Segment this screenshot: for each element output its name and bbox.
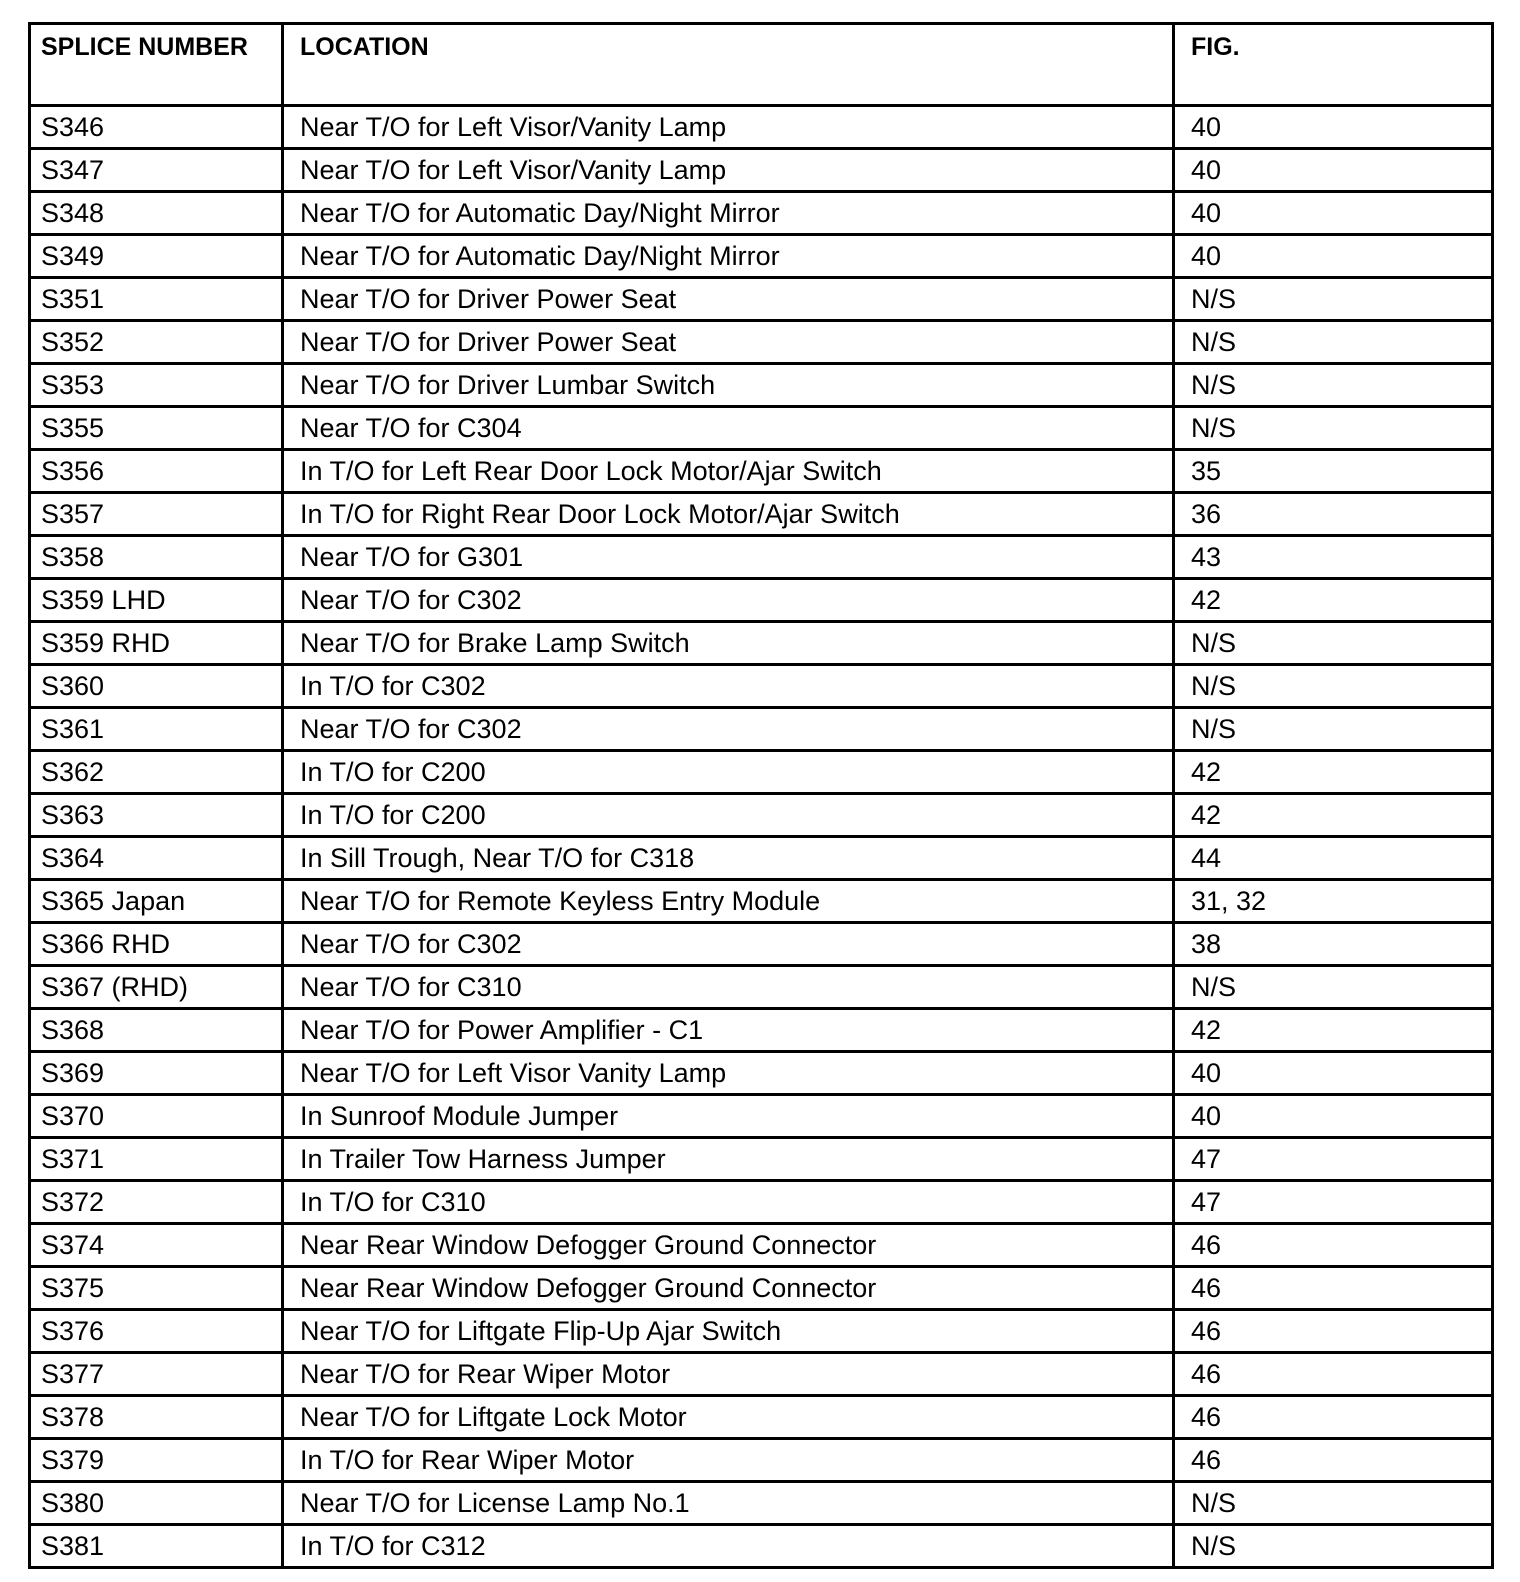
cell-fig: N/S — [1174, 364, 1493, 407]
cell-location: Near T/O for Liftgate Flip-Up Ajar Switch — [283, 1310, 1174, 1353]
table-row — [30, 1009, 1493, 1052]
cell-splice-number: S362 — [30, 751, 283, 794]
table-row — [30, 1310, 1493, 1353]
cell-location: Near T/O for Driver Power Seat — [283, 278, 1174, 321]
cell-fig: N/S — [1174, 1482, 1493, 1525]
cell-location: Near T/O for C302 — [283, 579, 1174, 622]
cell-splice-number: S377 — [30, 1353, 283, 1396]
cell-splice-number: S378 — [30, 1396, 283, 1439]
cell-fig: N/S — [1174, 1525, 1493, 1568]
table-row — [30, 364, 1493, 407]
table-row — [30, 278, 1493, 321]
cell-fig: 43 — [1174, 536, 1493, 579]
cell-fig: 40 — [1174, 149, 1493, 192]
cell-location: In T/O for Right Rear Door Lock Motor/Ajar Switch — [283, 493, 1174, 536]
table-row — [30, 192, 1493, 235]
table-row — [30, 1439, 1493, 1482]
cell-fig: 40 — [1174, 106, 1493, 149]
header-row — [30, 24, 1493, 106]
cell-fig: 42 — [1174, 579, 1493, 622]
cell-location: Near T/O for G301 — [283, 536, 1174, 579]
cell-location: In T/O for Left Rear Door Lock Motor/Ajar Switch — [283, 450, 1174, 493]
cell-splice-number: S355 — [30, 407, 283, 450]
table-body — [30, 106, 1493, 1568]
cell-splice-number: S369 — [30, 1052, 283, 1095]
table-row — [30, 622, 1493, 665]
cell-fig: 35 — [1174, 450, 1493, 493]
cell-splice-number: S349 — [30, 235, 283, 278]
cell-location: In Sunroof Module Jumper — [283, 1095, 1174, 1138]
cell-fig: 42 — [1174, 1009, 1493, 1052]
cell-splice-number: S352 — [30, 321, 283, 364]
cell-location: Near T/O for Driver Power Seat — [283, 321, 1174, 364]
cell-splice-number: S375 — [30, 1267, 283, 1310]
table-row — [30, 966, 1493, 1009]
cell-splice-number: S359 LHD — [30, 579, 283, 622]
cell-location: Near T/O for Power Amplifier - C1 — [283, 1009, 1174, 1052]
cell-location: Near T/O for C310 — [283, 966, 1174, 1009]
table-row — [30, 106, 1493, 149]
cell-location: Near T/O for C302 — [283, 708, 1174, 751]
cell-fig: 36 — [1174, 493, 1493, 536]
cell-fig: 42 — [1174, 751, 1493, 794]
table-row — [30, 493, 1493, 536]
cell-location: In T/O for Rear Wiper Motor — [283, 1439, 1174, 1482]
cell-splice-number: S379 — [30, 1439, 283, 1482]
cell-location: Near T/O for Left Visor/Vanity Lamp — [283, 149, 1174, 192]
cell-splice-number: S366 RHD — [30, 923, 283, 966]
cell-splice-number: S360 — [30, 665, 283, 708]
table-row — [30, 235, 1493, 278]
cell-location: In T/O for C200 — [283, 794, 1174, 837]
cell-splice-number: S367 (RHD) — [30, 966, 283, 1009]
cell-fig: 38 — [1174, 923, 1493, 966]
cell-location: Near T/O for Driver Lumbar Switch — [283, 364, 1174, 407]
cell-fig: N/S — [1174, 321, 1493, 364]
cell-fig: N/S — [1174, 665, 1493, 708]
cell-splice-number: S353 — [30, 364, 283, 407]
cell-location: Near T/O for Left Visor/Vanity Lamp — [283, 106, 1174, 149]
splice-location-table — [28, 22, 1494, 1569]
table-row — [30, 665, 1493, 708]
table-row — [30, 450, 1493, 493]
cell-splice-number: S359 RHD — [30, 622, 283, 665]
cell-splice-number: S358 — [30, 536, 283, 579]
cell-splice-number: S368 — [30, 1009, 283, 1052]
cell-location: Near T/O for License Lamp No.1 — [283, 1482, 1174, 1525]
cell-fig: N/S — [1174, 278, 1493, 321]
cell-location: Near T/O for Automatic Day/Night Mirror — [283, 235, 1174, 278]
cell-fig: N/S — [1174, 966, 1493, 1009]
cell-location: Near T/O for Rear Wiper Motor — [283, 1353, 1174, 1396]
cell-splice-number: S363 — [30, 794, 283, 837]
cell-fig: 46 — [1174, 1396, 1493, 1439]
cell-fig: 46 — [1174, 1310, 1493, 1353]
cell-fig: 46 — [1174, 1439, 1493, 1482]
cell-splice-number: S374 — [30, 1224, 283, 1267]
cell-splice-number: S364 — [30, 837, 283, 880]
table-row — [30, 321, 1493, 364]
cell-splice-number: S376 — [30, 1310, 283, 1353]
table-row — [30, 837, 1493, 880]
cell-splice-number: S347 — [30, 149, 283, 192]
table-row — [30, 1052, 1493, 1095]
table-row — [30, 794, 1493, 837]
cell-fig: 42 — [1174, 794, 1493, 837]
cell-splice-number: S370 — [30, 1095, 283, 1138]
table-row — [30, 1482, 1493, 1525]
table-row — [30, 536, 1493, 579]
header-splice-number: SPLICE NUMBER — [30, 24, 283, 106]
cell-location: In Trailer Tow Harness Jumper — [283, 1138, 1174, 1181]
cell-location: In T/O for C310 — [283, 1181, 1174, 1224]
table-row — [30, 923, 1493, 966]
table-row — [30, 407, 1493, 450]
cell-splice-number: S361 — [30, 708, 283, 751]
cell-splice-number: S371 — [30, 1138, 283, 1181]
cell-fig: 40 — [1174, 235, 1493, 278]
table-row — [30, 1095, 1493, 1138]
cell-location: In T/O for C302 — [283, 665, 1174, 708]
cell-location: Near Rear Window Defogger Ground Connector — [283, 1224, 1174, 1267]
cell-fig: 46 — [1174, 1267, 1493, 1310]
table-row — [30, 708, 1493, 751]
table-row — [30, 1181, 1493, 1224]
cell-fig: N/S — [1174, 708, 1493, 751]
table-row — [30, 1525, 1493, 1568]
cell-fig: N/S — [1174, 622, 1493, 665]
cell-splice-number: S381 — [30, 1525, 283, 1568]
cell-location: Near T/O for C302 — [283, 923, 1174, 966]
table-row — [30, 1353, 1493, 1396]
cell-location: In Sill Trough, Near T/O for C318 — [283, 837, 1174, 880]
cell-fig: 31, 32 — [1174, 880, 1493, 923]
table-row — [30, 149, 1493, 192]
table-row — [30, 1224, 1493, 1267]
cell-splice-number: S351 — [30, 278, 283, 321]
header-fig: FIG. — [1174, 24, 1493, 106]
cell-location: Near T/O for Brake Lamp Switch — [283, 622, 1174, 665]
cell-location: Near Rear Window Defogger Ground Connector — [283, 1267, 1174, 1310]
table-row — [30, 579, 1493, 622]
cell-fig: 40 — [1174, 1095, 1493, 1138]
cell-location: In T/O for C200 — [283, 751, 1174, 794]
cell-fig: 40 — [1174, 1052, 1493, 1095]
table-row — [30, 751, 1493, 794]
cell-splice-number: S357 — [30, 493, 283, 536]
cell-location: Near T/O for Liftgate Lock Motor — [283, 1396, 1174, 1439]
table-row — [30, 1267, 1493, 1310]
table-row — [30, 1138, 1493, 1181]
cell-fig: 44 — [1174, 837, 1493, 880]
table-row — [30, 880, 1493, 923]
cell-splice-number: S365 Japan — [30, 880, 283, 923]
header-location: LOCATION — [283, 24, 1174, 106]
cell-fig: 47 — [1174, 1138, 1493, 1181]
cell-splice-number: S346 — [30, 106, 283, 149]
cell-splice-number: S372 — [30, 1181, 283, 1224]
cell-fig: N/S — [1174, 407, 1493, 450]
table-row — [30, 1396, 1493, 1439]
cell-fig: 40 — [1174, 192, 1493, 235]
cell-location: Near T/O for Left Visor Vanity Lamp — [283, 1052, 1174, 1095]
cell-splice-number: S380 — [30, 1482, 283, 1525]
cell-splice-number: S348 — [30, 192, 283, 235]
cell-splice-number: S356 — [30, 450, 283, 493]
cell-location: In T/O for C312 — [283, 1525, 1174, 1568]
cell-fig: 46 — [1174, 1353, 1493, 1396]
cell-location: Near T/O for Automatic Day/Night Mirror — [283, 192, 1174, 235]
cell-location: Near T/O for C304 — [283, 407, 1174, 450]
cell-fig: 46 — [1174, 1224, 1493, 1267]
cell-location: Near T/O for Remote Keyless Entry Module — [283, 880, 1174, 923]
cell-fig: 47 — [1174, 1181, 1493, 1224]
